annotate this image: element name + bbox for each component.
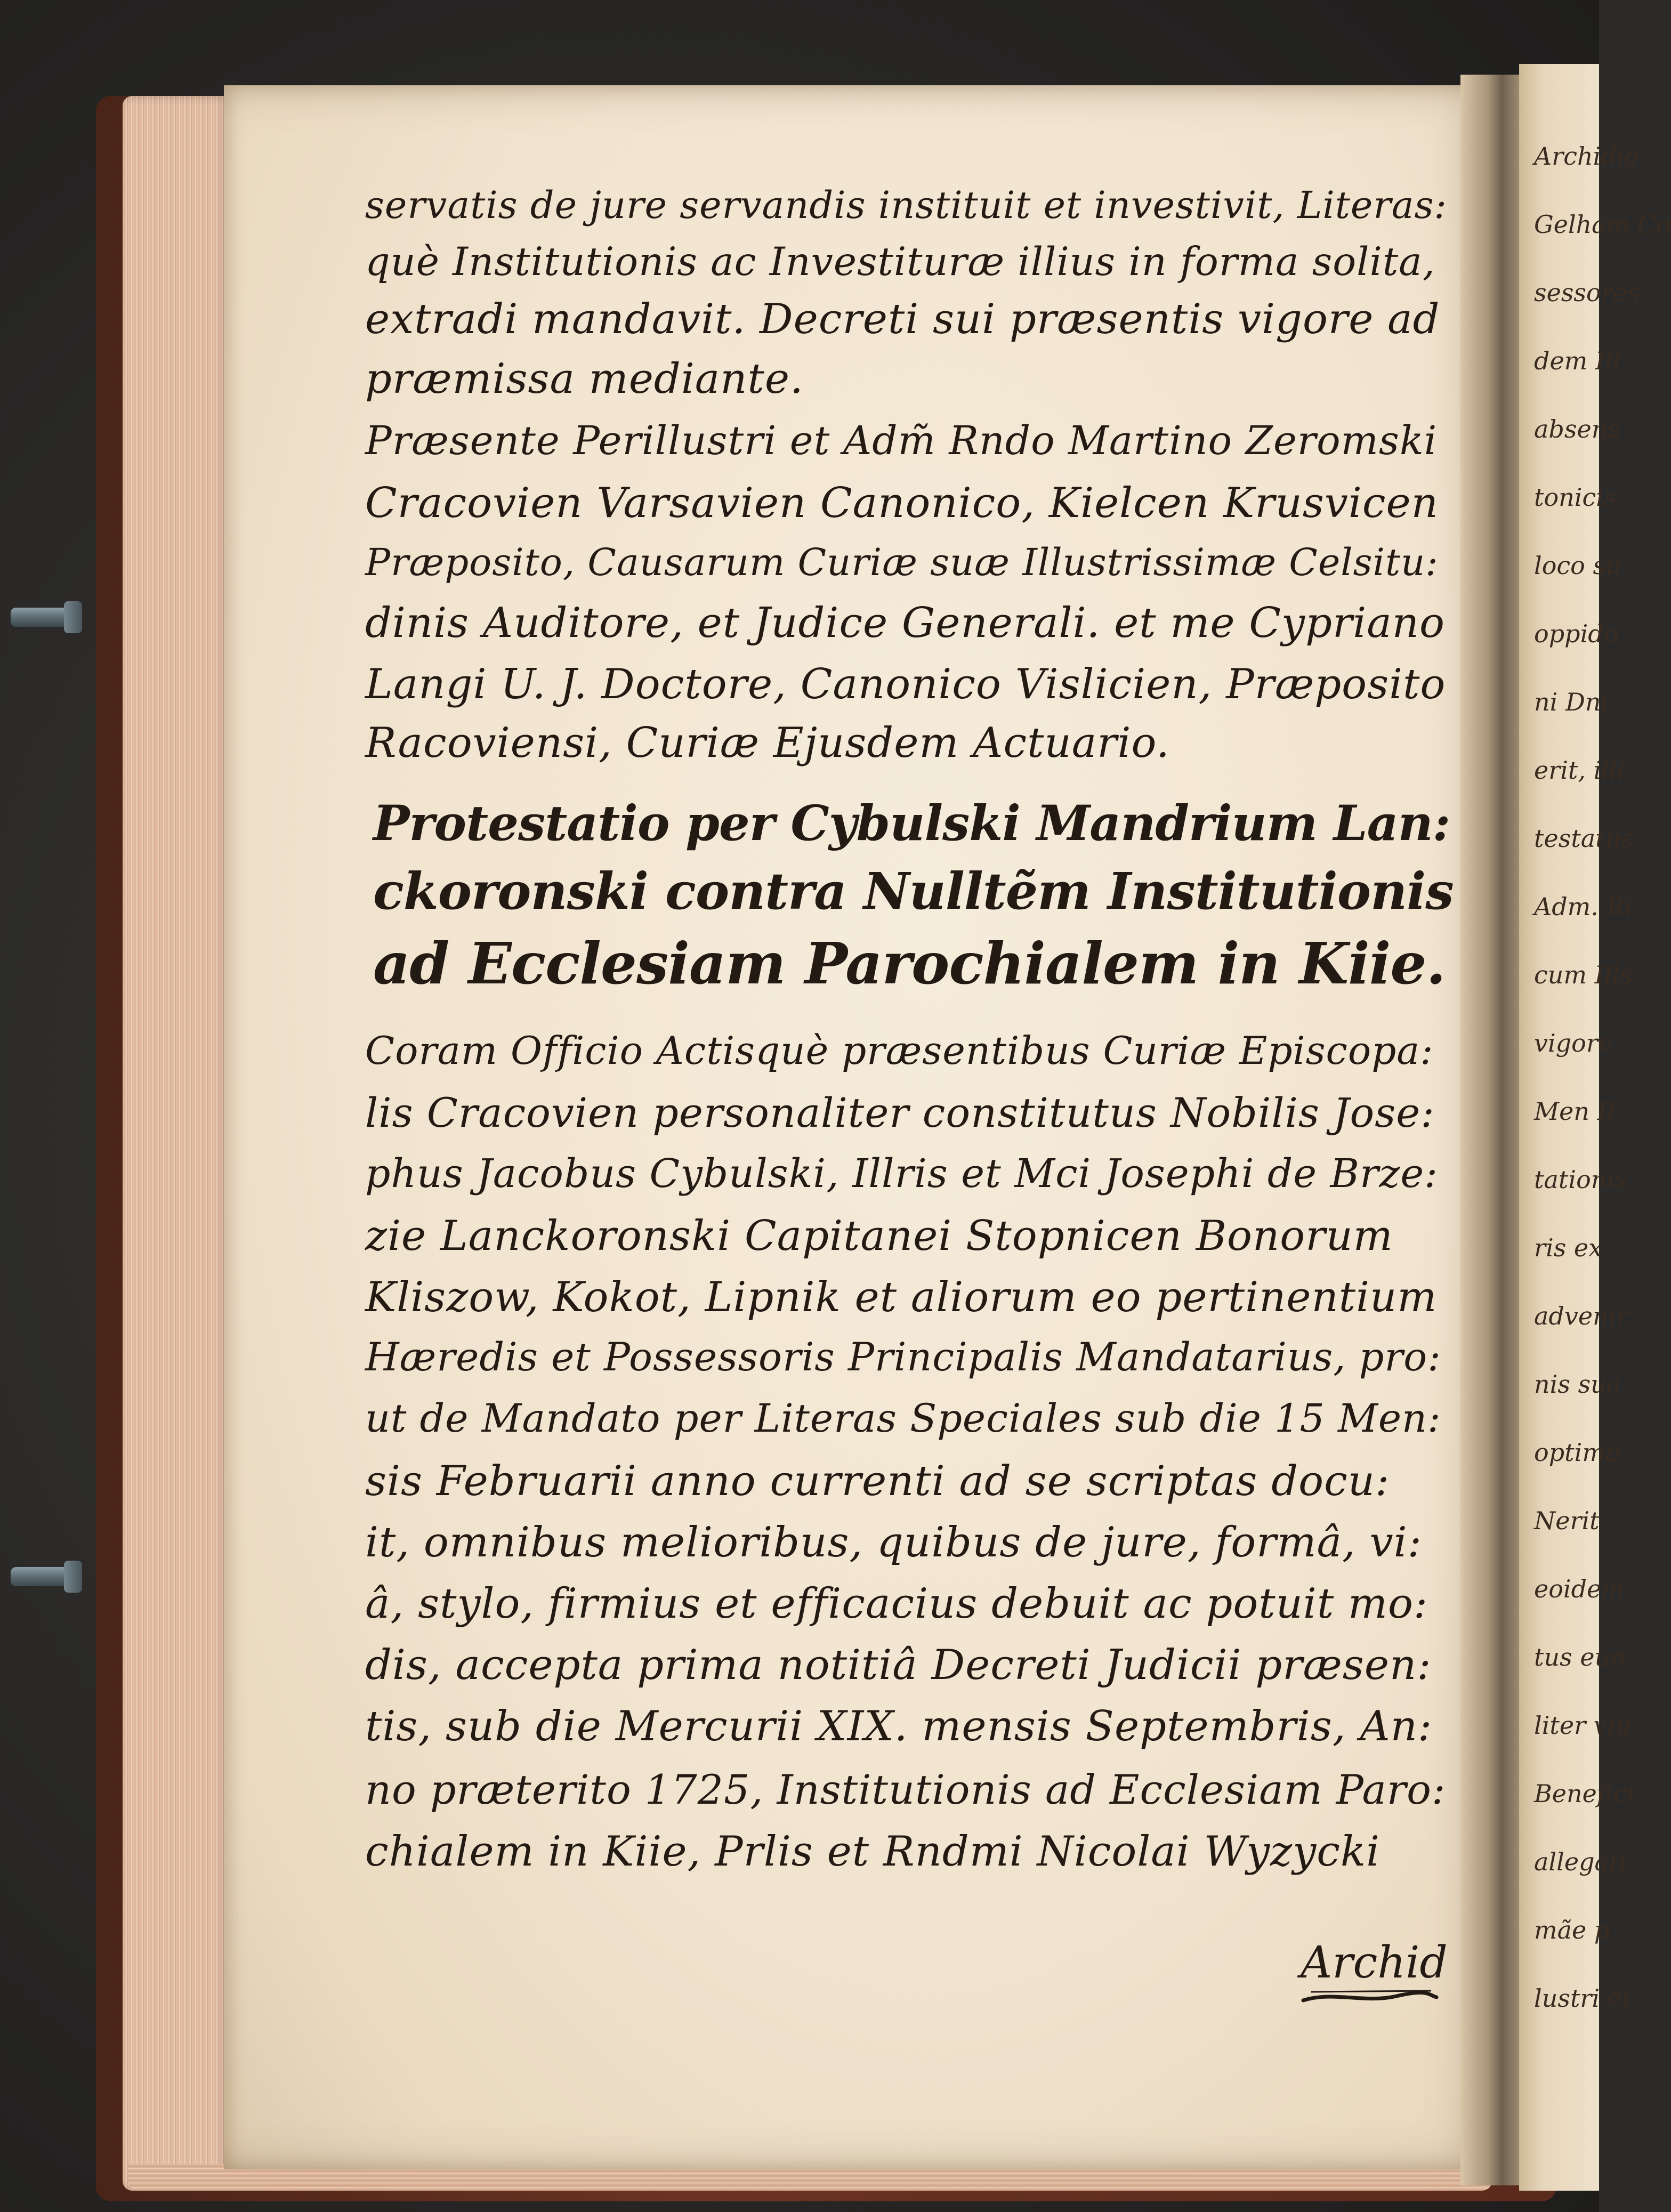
page-edges-left (123, 96, 229, 2191)
section-heading: ckoronski contra Nulltẽm Institutionis (373, 862, 1454, 921)
text-line: phus Jacobus Cybulski, Illris et Mci Josephi de Brze: (365, 1151, 1439, 1197)
margin-fragment: Benefici (1534, 1779, 1635, 1808)
text-line: què Institutionis ac Investituræ illius in forma solita, (365, 239, 1435, 285)
section-heading: ad Ecclesiam Parochialem in Kiie. (373, 931, 1446, 997)
flourish-underline (1301, 1985, 1439, 2007)
margin-fragment: cum Ills (1534, 960, 1633, 989)
text-line: tis, sub die Mercurii XIX. mensis Septembris, An: (365, 1702, 1433, 1750)
clasp-pin-lower (11, 1567, 80, 1586)
margin-fragment: vigore (1534, 1029, 1613, 1057)
margin-fragment: eoidem (1534, 1575, 1625, 1603)
text-line: no præterito 1725, Institutionis ad Ecclesiam Paro: (365, 1766, 1446, 1813)
text-line: lis Cracovien personaliter constitutus Nobilis Jose: (365, 1089, 1435, 1136)
margin-fragment: erit, illi (1534, 756, 1625, 785)
text-line: ut de Mandato per Literas Speciales sub die 15 Men: (365, 1396, 1441, 1441)
margin-fragment: Adm. Ri (1534, 892, 1633, 921)
text-line: Præposito, Causarum Curiæ suæ Illustrissimæ Celsitu: (365, 540, 1439, 584)
margin-fragment: testatus (1534, 824, 1634, 853)
margin-fragment: tus eun (1534, 1643, 1626, 1672)
margin-fragment: ris ex (1534, 1233, 1603, 1262)
margin-fragment: tationis (1534, 1165, 1627, 1194)
text-line: dis, accepta prima notitiâ Decreti Judicii præsen: (365, 1641, 1432, 1689)
margin-fragment: Nerit (1534, 1506, 1600, 1535)
margin-fragment: loco su (1534, 551, 1621, 580)
margin-fragment: absens (1534, 415, 1620, 443)
text-line: Langi U. J. Doctore, Canonico Vislicien, Præposito (365, 660, 1446, 708)
text-line: Hæredis et Possessoris Principalis Mandatarius, pro: (365, 1335, 1441, 1380)
margin-fragment: advenir (1534, 1302, 1628, 1330)
text-line: Racoviensi, Curiæ Ejusdem Actuario. (365, 719, 1170, 767)
text-line: præmissa mediante. (365, 355, 804, 403)
clasp-pin-upper (11, 608, 80, 627)
margin-fragment: ni Dni (1534, 688, 1609, 716)
margin-fragment: Men Il (1534, 1097, 1615, 1126)
text-line: chialem in Kiie, Prlis et Rndmi Nicolai Wyzycki (365, 1828, 1381, 1876)
text-line: Coram Officio Actisquè præsentibus Curiæ Episcopa: (365, 1028, 1434, 1073)
margin-fragment: dem Ill (1534, 346, 1621, 375)
catchword: Archid (1301, 1937, 1448, 1988)
text-line: dinis Auditore, et Judice Generali. et me Cypriano (365, 599, 1445, 647)
margin-fragment: nis sua (1534, 1370, 1621, 1399)
text-line: extradi mandavit. Decreti sui præsentis vigore ad (365, 295, 1440, 343)
margin-fragment: sessores (1534, 278, 1640, 307)
text-line: servatis de jure servandis instituit et investivit, Literas: (365, 183, 1448, 227)
section-heading: Protestatio per Cybulski Mandrium Lan: (373, 795, 1450, 852)
text-line: zie Lanckoronski Capitanei Stopnicen Bonorum (365, 1212, 1393, 1260)
margin-fragment: tonicis (1534, 483, 1617, 512)
text-line: Cracovien Varsavien Canonico, Kielcen Krusvicen (365, 479, 1439, 527)
margin-fragment: allegati (1534, 1847, 1627, 1876)
margin-fragment: lustri et (1534, 1984, 1632, 2013)
margin-fragment: Archidia (1534, 142, 1639, 171)
margin-fragment: Gelham Co (1534, 210, 1671, 239)
text-line: â, stylo, firmius et efficacius debuit ac potuit mo: (365, 1580, 1428, 1628)
text-line: Præsente Perillustri et Adm̃ Rndo Martino Zeromski (365, 418, 1438, 464)
margin-fragment: mãe p (1534, 1916, 1610, 1944)
text-line: sis Februarii anno currenti ad se scriptas docu: (365, 1457, 1390, 1505)
margin-fragment: liter viu (1534, 1711, 1632, 1740)
margin-fragment: oppido (1534, 619, 1619, 648)
margin-fragment: optimo (1534, 1438, 1620, 1467)
text-line: Kliszow, Kokot, Lipnik et aliorum eo pertinentium (365, 1273, 1438, 1321)
text-line: it, omnibus melioribus, quibus de jure, formâ, vi: (365, 1519, 1422, 1567)
